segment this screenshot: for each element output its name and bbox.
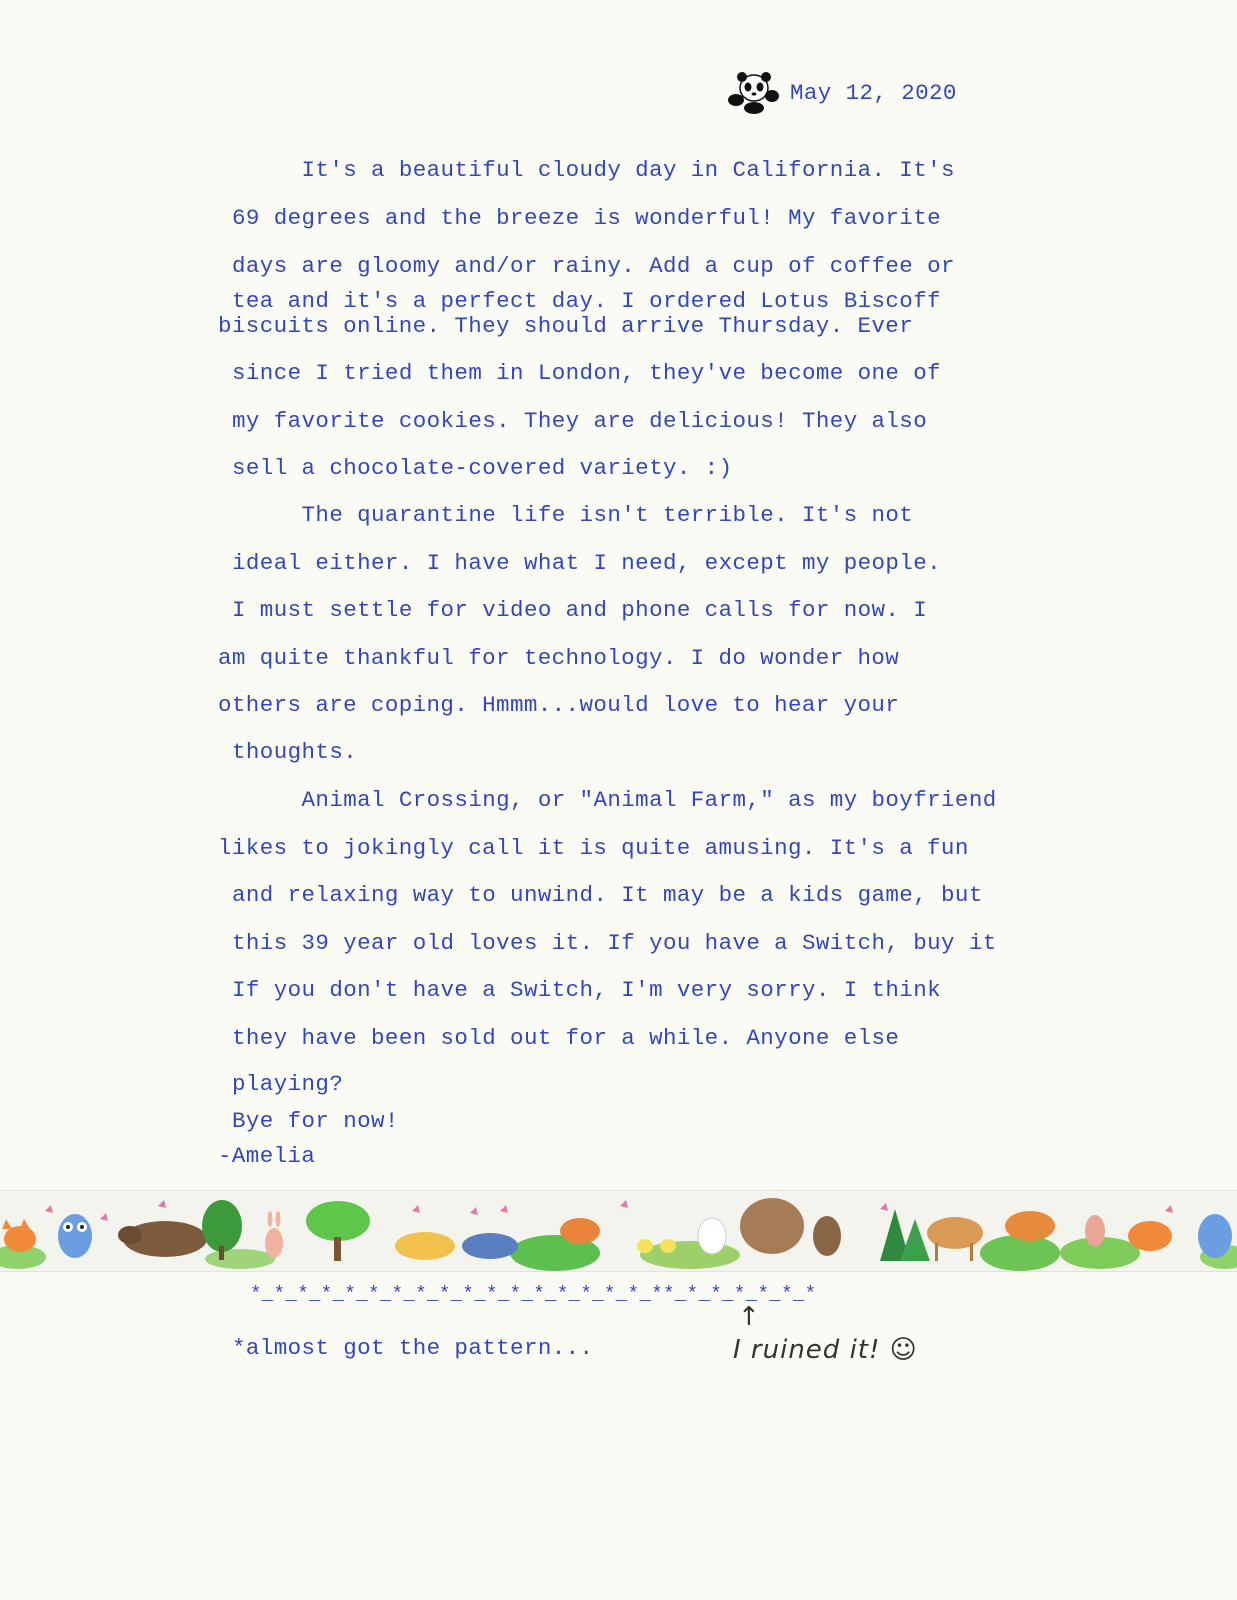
owl-icon [1198,1214,1232,1258]
letter-line: Animal Crossing, or "Animal Farm," as my boyfriend [232,787,997,813]
letter-line: sell a chocolate-covered variety. :) [232,455,733,481]
asterisk-pattern: *_*_*_*_*_*_*_*_*_*_*_*_*_*_*_*_*_**_*_*_*_*_*_* [250,1283,817,1305]
letter-line: am quite thankful for technology. I do wonder how [218,645,900,671]
owl-icon [58,1214,92,1258]
fox-icon [1128,1221,1172,1251]
letter-line: It's a beautiful cloudy day in California. It's [232,157,955,183]
letter-date: May 12, 2020 [790,79,957,106]
date-header [728,70,957,116]
letter-line: I must settle for video and phone calls for now. I [232,597,928,623]
handwritten-note: I ruined it! ☺ [733,1335,918,1365]
letter-line: others are coping. Hmmm...would love to hear your [218,692,900,718]
letter-closing: Bye for now! [232,1108,399,1134]
letter-signature: -Amelia [218,1143,316,1169]
fox-icon [560,1218,600,1244]
letter-line: ideal either. I have what I need, except my people. [232,550,942,576]
letter-line: The quarantine life isn't terrible. It's not [232,502,914,528]
squirrel-icon [1005,1211,1055,1241]
washi-tape-animals [0,1191,1237,1271]
letter-line: tea and it's a perfect day. I ordered Lotus Biscoff [232,288,942,314]
letter-line: days are gloomy and/or rainy. Add a cup of coffee or [232,253,955,279]
letter-line: since I tried them in London, they've become one of [232,360,942,386]
bear-icon [740,1198,841,1256]
deer-icon [927,1217,983,1261]
letter-line: biscuits online. They should arrive Thursday. Ever [218,313,914,339]
rabbit-icon [1085,1215,1105,1247]
letter-line: 69 degrees and the breeze is wonderful! My favorite [232,205,942,231]
letter-line: playing? [232,1071,344,1097]
letter-line: this 39 year old loves it. If you have a Switch, buy it [232,930,997,956]
letter-line: and relaxing way to unwind. It may be a kids game, but [232,882,983,908]
letter-line: If you don't have a Switch, I'm very sorry. I think [232,977,942,1003]
pattern-note: *almost got the pattern... [232,1335,594,1361]
letter-line: thoughts. [232,739,358,765]
washi-tape [0,1190,1237,1272]
panda-icon [728,70,780,116]
arrow-icon: ↑ [738,1302,760,1332]
hedgehog-icon [395,1232,518,1260]
letter-line: they have been sold out for a while. Anyone else [232,1025,900,1051]
bear-icon [118,1221,207,1257]
rabbit-icon [265,1211,283,1258]
letter-line: my favorite cookies. They are delicious! They also [232,408,928,434]
tree-icon [880,1209,930,1261]
letter-line: likes to jokingly call it is quite amusing. It's a fun [218,835,969,861]
